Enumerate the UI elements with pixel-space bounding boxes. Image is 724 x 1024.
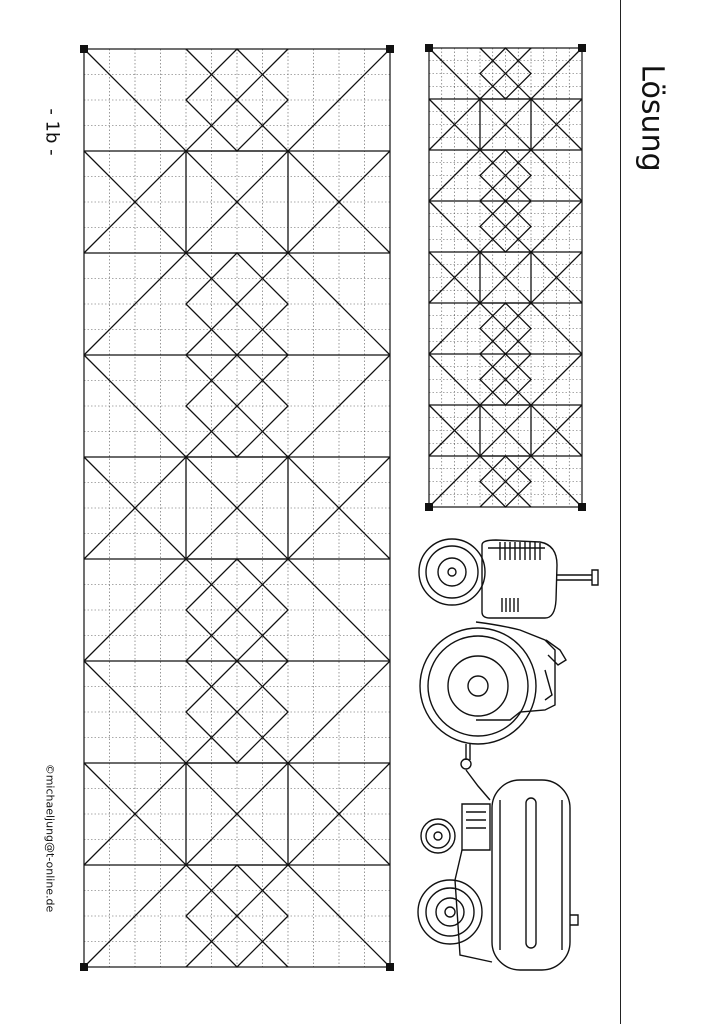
- trailer-tank: [492, 780, 570, 970]
- front-wheel: [419, 539, 485, 605]
- solution-title: Lösung: [634, 64, 670, 172]
- page-number: - 1b -: [41, 108, 63, 156]
- trailer-frame: [462, 804, 490, 850]
- copyright-notice: ©michaeljung@t-online.de: [43, 763, 57, 913]
- tractor-hitch: [466, 744, 470, 760]
- trailer-rear-wheel: [418, 880, 482, 944]
- rear-wheel: [420, 628, 536, 744]
- exhaust-pipe: [556, 570, 598, 585]
